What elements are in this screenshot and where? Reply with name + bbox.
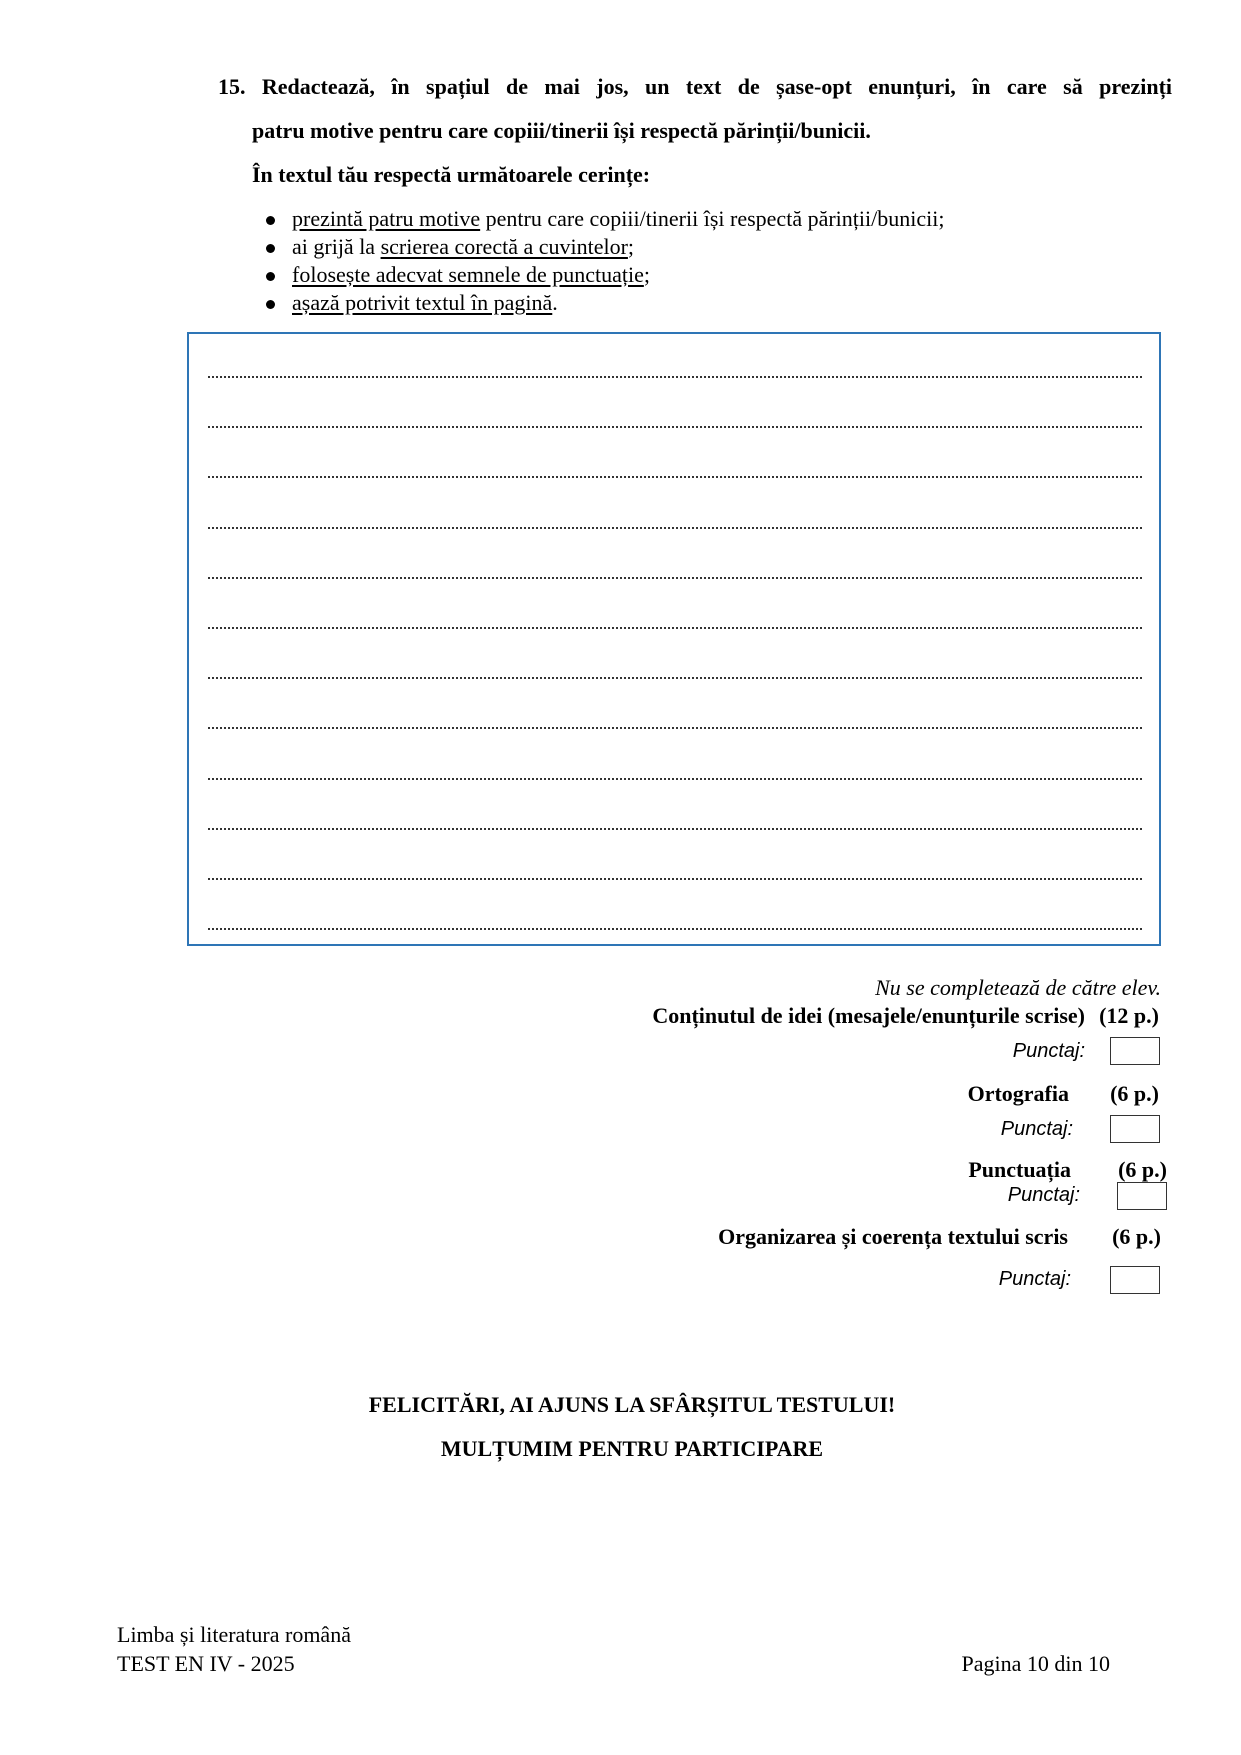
- score-label-spelling: Punctaj:: [1000, 1118, 1073, 1140]
- score-box-content[interactable]: [1110, 1037, 1160, 1065]
- answer-dotted-line[interactable]: [208, 476, 1142, 478]
- score-label-content: Punctaj:: [1012, 1040, 1085, 1062]
- requirement-underlined: folosește adecvat semnele de punctuație: [292, 262, 644, 287]
- footer-test-name: TEST EN IV - 2025: [117, 1651, 295, 1676]
- answer-dotted-line[interactable]: [208, 376, 1142, 378]
- bullet-icon: [266, 300, 275, 309]
- criterion-punctuation-label: Punctuația: [968, 1157, 1071, 1182]
- score-box-organization[interactable]: [1110, 1266, 1160, 1294]
- requirement-rest: pentru care copiii/tinerii își respectă părinții/bunicii;: [480, 206, 945, 231]
- answer-dotted-line[interactable]: [208, 727, 1142, 729]
- criterion-spelling-points: (6 p.): [1110, 1081, 1159, 1106]
- score-box-spelling[interactable]: [1110, 1115, 1160, 1143]
- task-title-text: Redactează, în spațiul de mai jos, un text de șase-opt enunțuri, în care să prezinți: [261, 74, 1173, 99]
- footer-page-number: Pagina 10 din 10: [961, 1651, 1110, 1676]
- bullet-icon: [266, 244, 275, 253]
- requirements-intro: În textul tău respectă următoarele cerințe:: [252, 162, 651, 187]
- closing-congrats: FELICITĂRI, AI AJUNS LA SFÂRȘITUL TESTULUI!: [368, 1392, 896, 1417]
- answer-dotted-line[interactable]: [208, 527, 1142, 529]
- criterion-organization-label: Organizarea și coerența textului scris: [718, 1224, 1068, 1249]
- requirement-underlined: prezintă patru motive: [292, 206, 481, 231]
- score-box-punctuation[interactable]: [1117, 1182, 1167, 1210]
- answer-dotted-line[interactable]: [208, 778, 1142, 780]
- criterion-punctuation-points: (6 p.): [1118, 1157, 1167, 1182]
- criterion-content-points: (12 p.): [1099, 1003, 1159, 1028]
- requirement-item: [262, 233, 944, 261]
- requirement-rest: ;: [643, 262, 650, 287]
- task-title-line2: patru motive pentru care copiii/tinerii își respectă părinții/bunicii.: [252, 118, 871, 143]
- answer-dotted-line[interactable]: [208, 878, 1142, 880]
- closing-thanks: MULȚUMIM PENTRU PARTICIPARE: [440, 1436, 824, 1461]
- requirement-item: [262, 205, 944, 233]
- answer-dotted-line[interactable]: [208, 677, 1142, 679]
- answer-dotted-line[interactable]: [208, 577, 1142, 579]
- requirement-underlined: scrierea corectă a cuvintelor: [380, 234, 628, 259]
- score-label-organization: Punctaj:: [998, 1268, 1071, 1290]
- task-title-line1: [218, 72, 1172, 102]
- requirement-rest: ;: [627, 234, 635, 259]
- answer-dotted-line[interactable]: [208, 627, 1142, 629]
- teacher-only-note: Nu se completează de către elev.: [875, 975, 1161, 1000]
- answer-dotted-line[interactable]: [208, 426, 1142, 428]
- bullet-icon: [266, 216, 275, 225]
- criterion-organization-points: (6 p.): [1112, 1224, 1161, 1249]
- requirement-prefix: ai grijă la: [292, 234, 381, 259]
- answer-dotted-line[interactable]: [208, 828, 1142, 830]
- bullet-icon: [266, 272, 275, 281]
- requirement-rest: .: [552, 290, 558, 315]
- requirement-item: [262, 289, 944, 317]
- criterion-spelling-label: Ortografia: [967, 1081, 1069, 1106]
- score-label-punctuation: Punctaj:: [1007, 1184, 1080, 1206]
- requirements-list: [262, 205, 944, 317]
- criterion-content-label: Conținutul de idei (mesajele/enunțurile scrise): [652, 1003, 1085, 1028]
- answer-dotted-line[interactable]: [208, 928, 1142, 930]
- footer-subject: Limba și literatura română: [117, 1622, 351, 1647]
- task-number: 15.: [218, 74, 246, 99]
- requirement-underlined: așază potrivit textul în pagină: [292, 290, 553, 315]
- answer-writing-area[interactable]: [187, 332, 1161, 946]
- requirement-item: [262, 261, 944, 289]
